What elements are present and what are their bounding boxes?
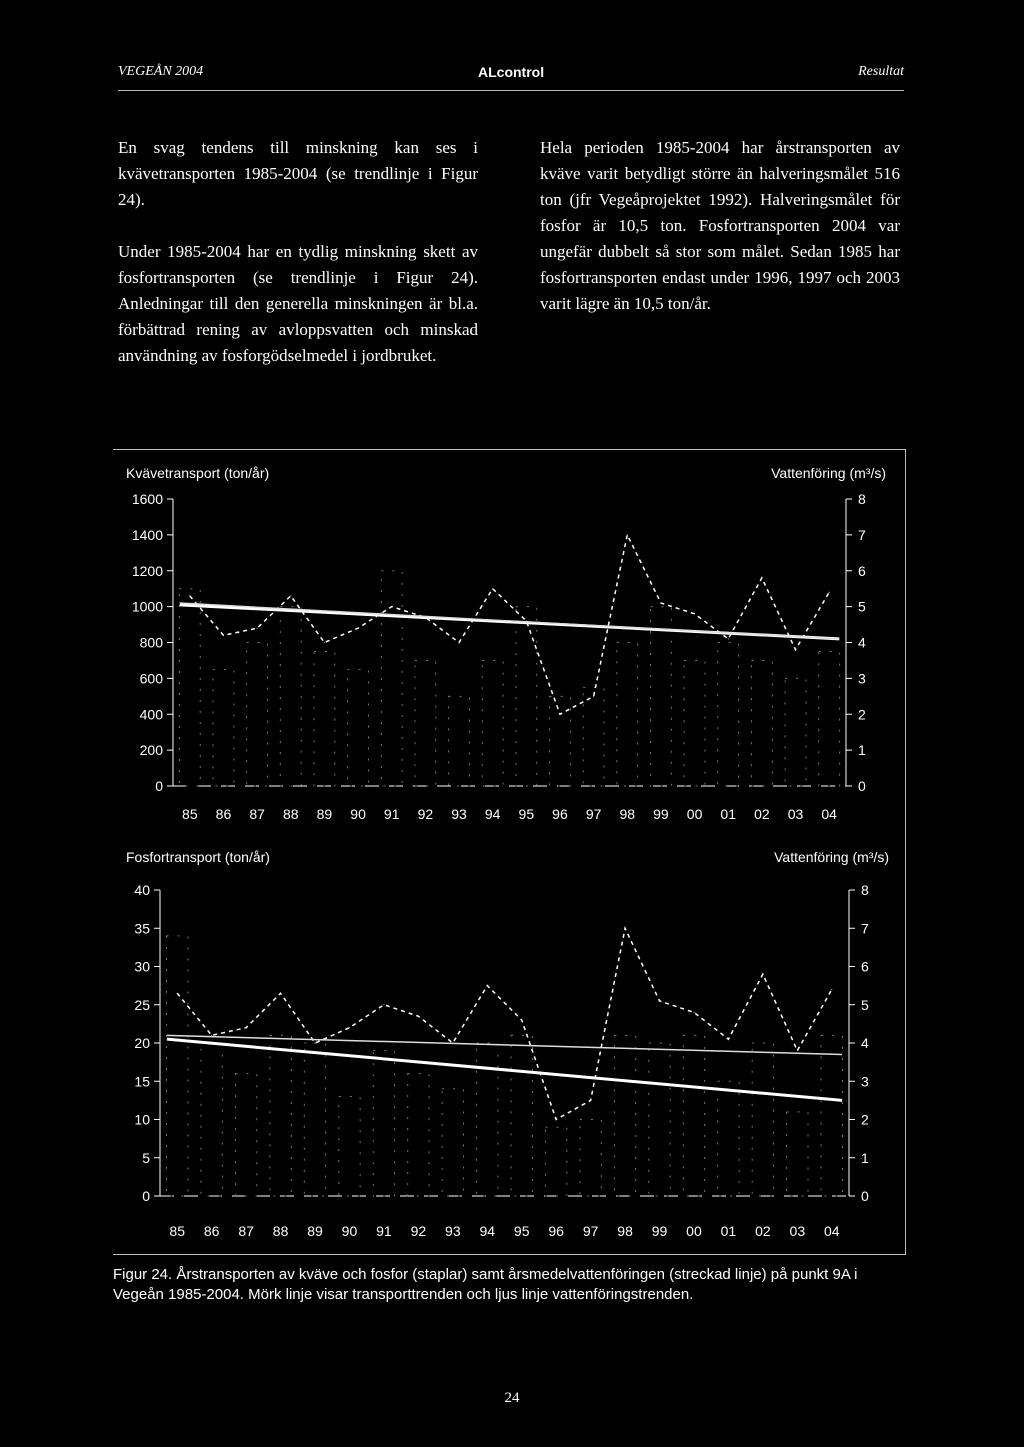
chart1-category-label: 87 [249,806,265,822]
chart2-flow-trend [167,1035,842,1054]
chart1-category-label: 89 [316,806,333,822]
chart1-category-label: 85 [182,806,198,822]
chart2-ytick-label: 0 [142,1188,150,1204]
chart2-flow-point [349,1027,350,1028]
chart2-flow-point [246,1027,247,1028]
chart2-ytick-label: 40 [134,882,150,898]
chart2-category-label: 97 [582,1223,599,1239]
chart2-category-label: 90 [341,1223,358,1239]
chart1-bar [785,678,806,786]
chart2-bar [718,1081,739,1196]
chart1-category-label: 86 [215,806,232,822]
chart1-category-label: 01 [720,806,737,822]
chart2-category-label: 85 [169,1223,186,1239]
chart2-category-label: 03 [789,1223,806,1239]
chart2-y2tick-label: 0 [861,1188,869,1204]
chart1-category-label: 00 [686,806,703,822]
chart1-flow-line [190,535,829,714]
chart1-ytick-label: 1200 [131,562,163,579]
chart2-bar [270,1035,291,1196]
figure-24 [113,449,906,1255]
chart2-ytick-label: 35 [134,920,150,937]
chart2-bar [442,1089,463,1196]
chart2-bar [477,1043,498,1196]
chart2-category-label: 98 [617,1223,633,1239]
page-header [118,60,904,91]
chart2-bar [511,1035,532,1196]
chart1-flow-point [660,603,661,604]
chart1-flow-trend [180,603,840,639]
chart2-bar [373,1051,394,1196]
chart2-bar [787,1112,808,1196]
chart2-bar [580,1120,601,1197]
chart1-flow-point [492,588,493,589]
chart1-category-label: 96 [552,806,568,822]
chart1-bar [751,660,772,786]
header-company: ALcontrol [478,64,545,80]
chart2-y2label: Vattenföring (m³/s) [774,849,889,865]
header-report-title: VEGEÅN 2004 [118,64,204,79]
chart1-bar [650,607,671,786]
chart1-category-label: 92 [417,806,434,822]
chart1-flow-point [627,534,628,535]
chart2-flow-point [693,1012,694,1013]
chart1-y2tick-label: 0 [858,778,866,794]
chart2-y2tick-label: 1 [861,1149,869,1166]
chart2-category-label: 94 [479,1223,496,1239]
chart2-bar [235,1074,256,1196]
chart2-bar [545,1127,566,1196]
chart1-ytick-label: 600 [139,670,163,687]
chart1-y2tick-label: 1 [858,742,866,759]
chart2-ytick-label: 15 [134,1073,150,1090]
chart1-flow-point [223,635,224,636]
chart2-category-label: 88 [272,1223,289,1239]
chart2-flow-point [383,1004,384,1005]
chart1-flow-point [358,628,359,629]
chart1-flow-point [257,628,258,629]
chart1-flow-point [694,613,695,614]
chart1-y2tick-label: 8 [858,491,866,507]
chart1-bar [415,660,436,786]
right-column [540,135,900,343]
chart1-flow-point [324,642,325,643]
chart2-flow-point [728,1039,729,1040]
chart2-bar [201,1043,222,1196]
chart1-category-label: 93 [451,806,467,822]
chart2-flow-point [280,993,281,994]
chart1-flow-point [593,696,594,697]
transport-charts [113,450,905,1254]
chart2-ylabel: Fosfortransport (ton/år) [126,849,270,865]
chart1-ytick-label: 400 [139,706,163,723]
chart2-category-label: 89 [307,1223,323,1239]
chart2-flow-point [762,974,763,975]
chart1-ytick-label: 0 [155,778,163,794]
chart2-flow-point [831,989,832,990]
chart1-bar [314,651,335,786]
chart1-bar [516,607,537,786]
chart1-flow-point [728,638,729,639]
chart2-flow-point [590,1100,591,1101]
paragraph-phosphorus-trend: Under 1985-2004 har en tydlig minskning skett av fosfortransporten (se trendlinje i Figur 24). Anledningar till den generella minskningen är bl.a. förbättrad rening av avloppsvatten och minskad användning av fosforgödselmedel i jordbruket. [118,242,478,365]
chart2-category-label: 92 [410,1223,427,1239]
chart1-flow-point [829,592,830,593]
chart1-ytick-label: 200 [139,742,163,759]
chart1-category-label: 88 [282,806,299,822]
chart1-category-label: 97 [585,806,602,822]
chart1-ytick-label: 800 [139,634,163,651]
paragraph-targets: Hela perioden 1985-2004 har årstransporten av kväve varit betydligt större än halveringsmålet 516 ton (jfr Vegeåprojektet 1992). Halveringsmålet för fosfor är 10,5 ton. Fosfortransporten 2004 var ungefär dubbelt så stor som målet. Sedan 1985 har fosfortransporten endast under 1996, 1997 och 2003 varit lägre än 10,5 ton/år. [540,138,900,313]
chart1-y2label: Vattenföring (m³/s) [771,465,886,481]
chart2-category-label: 99 [651,1223,668,1239]
chart1-category-label: 98 [619,806,636,822]
chart1-bar [247,643,268,787]
chart2-bar [752,1043,773,1196]
chart1-bar [684,660,705,786]
chart1-flow-point [391,606,392,607]
paragraph-nitrogen-trend: En svag tendens till minskning kan ses i kvävetransporten 1985-2004 (se trendlinje i Figur 24). [118,138,478,209]
chart2-ytick-label: 20 [134,1035,150,1051]
chart1-ylabel: Kvävetransport (ton/år) [126,465,270,481]
chart1-bar [819,651,840,786]
chart1-bar [179,589,200,786]
chart2-flow-point [211,1035,212,1036]
chart2-bar [408,1074,429,1196]
chart1-bar [617,643,638,787]
chart2-flow-point [659,1000,660,1001]
chart2-ytick-label: 25 [134,996,150,1013]
chart1-y2tick-label: 6 [858,562,866,579]
chart1-y2tick-label: 5 [858,598,866,615]
chart2-y2tick-label: 7 [861,920,869,937]
chart1-y2tick-label: 7 [858,526,866,543]
chart2-flow-point [625,928,626,929]
chart2-flow-point [177,993,178,994]
chart2-y2tick-label: 3 [861,1073,869,1090]
chart2-flow-point [487,985,488,986]
chart2-ytick-label: 10 [134,1111,150,1128]
header-section: Resultat [858,64,904,79]
chart2-category-label: 91 [376,1223,392,1239]
chart1-bar [449,696,470,786]
page-number: 24 [504,1390,520,1406]
chart1-ytick-label: 1600 [131,491,163,507]
chart2-bar [167,936,188,1196]
chart2-flow-point [797,1050,798,1051]
chart1-category-label: 94 [484,806,501,822]
chart1-y2tick-label: 3 [858,670,866,687]
chart2-bar [821,1035,842,1196]
chart1-bar [280,607,301,786]
left-column [118,135,478,395]
chart1-y2tick-label: 2 [858,706,866,723]
chart1-flow-point [795,649,796,650]
chart1-category-label: 90 [350,806,366,822]
chart2-bar [649,1043,670,1196]
chart2-category-label: 86 [203,1223,220,1239]
chart2-bar [683,1035,704,1196]
chart1-ytick-label: 1000 [131,598,163,615]
chart1-flow-point [290,595,291,596]
chart1-category-label: 91 [383,806,400,822]
chart1-category-label: 04 [821,806,837,822]
chart1-bar [348,669,369,786]
chart2-category-label: 96 [548,1223,564,1239]
chart1-category-label: 95 [518,806,535,822]
chart2-flow-point [521,1020,522,1021]
chart1-category-label: 99 [653,806,669,822]
chart1-bar [583,687,604,786]
chart2-bar [339,1097,360,1196]
chart2-ytick-label: 5 [142,1149,150,1166]
chart1-flow-point [559,714,560,715]
chart2-category-label: 00 [686,1223,702,1239]
chart2-category-label: 87 [238,1223,254,1239]
chart1-category-label: 02 [754,806,770,822]
chart2-flow-point [556,1119,557,1120]
chart2-category-label: 95 [513,1223,530,1239]
chart2-bar [304,1043,325,1196]
chart1-flow-point [189,595,190,596]
chart2-category-label: 01 [720,1223,737,1239]
chart2-category-label: 04 [823,1223,840,1239]
figure-caption: Figur 24. Årstransporten av kväve och fosfor (staplar) samt årsmedelvattenföringen (streckad linje) på punkt 9A i Vegeån 1985-2004. Mörk linje visar transporttrenden och ljus linje vattenföringstrenden. [113,1266,858,1303]
chart2-category-label: 93 [445,1223,461,1239]
chart1-category-label: 03 [787,806,804,822]
chart1-y2tick-label: 4 [858,634,866,651]
chart2-y2tick-label: 6 [861,958,869,975]
chart2-y2tick-label: 4 [861,1035,869,1051]
chart2-category-label: 02 [755,1223,771,1239]
chart1-bar [482,660,503,786]
chart2-y2tick-label: 5 [861,996,869,1013]
chart2-flow-point [315,1043,316,1044]
chart1-bar [718,643,739,787]
chart1-ytick-label: 1400 [131,526,163,543]
chart2-y2tick-label: 2 [861,1111,869,1128]
chart1-bar [213,669,234,786]
chart2-y2tick-label: 8 [861,882,869,898]
chart2-transport-trend [167,1039,842,1100]
chart1-flow-point [761,577,762,578]
chart1-flow-point [459,642,460,643]
chart2-bar [614,1035,635,1196]
chart1-bar [381,571,402,786]
chart2-ytick-label: 30 [134,958,150,975]
chart2-flow-point [418,1016,419,1017]
